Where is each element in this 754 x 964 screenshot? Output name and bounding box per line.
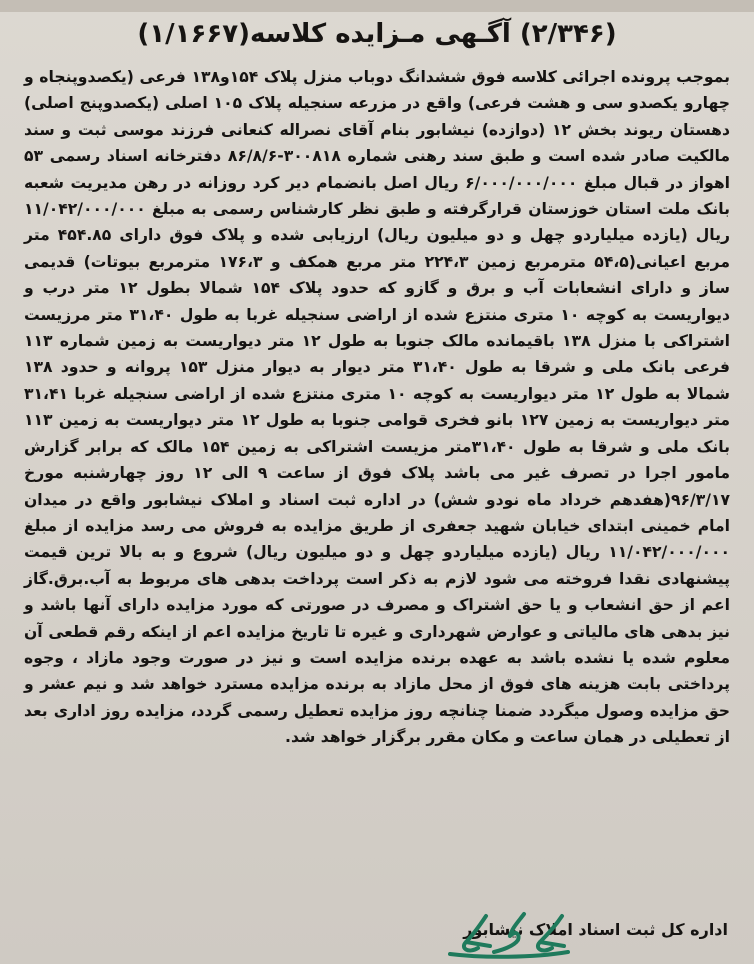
notice-title: (۲/۳۴۶) آگـهی مـزایده کلاسه(۱/۱۶۶۷)	[137, 19, 617, 49]
paper-top-edge	[0, 0, 754, 12]
issuer-signature: اداره کل ثبت اسناد املاک نیشابور	[463, 920, 728, 939]
notice-body: بموجب پرونده اجرائی کلاسه فوق ششدانگ دوباب منزل پلاک ۱۵۴و۱۳۸ فرعی (یکصدوپنجاه و چهارو یکصدو سی و هشت فرعی) واقع در مزرعه سنجیله پلاک ۱۰۵ اصلی (یکصدوپنج اصلی) دهستان ریوند بخش ۱۲ (دوازده) نیشابور بنام آقای نصراله کنعانی فرزند موسی ثبت و سند مالکیت صادر شده است و طبق سند رهنی شماره ۳۰۰۸۱۸-۸۶/۸/۶ دفترخانه اسناد رسمی ۵۳ اهواز در قبال مبلغ ۶/۰۰۰/۰۰۰/۰۰۰ ریال اصل بانضمام دیر کرد روزانه در رهن مدیریت شعبه بانک ملت استان خوزستان قرارگرفته و طبق نظر کارشناس رسمی به مبلغ ۱۱/۰۴۲/۰۰۰/۰۰۰ ریال (یازده میلیاردو چهل و دو میلیون ریال) ارزیابی شده و پلاک فوق دارای ۴۵۴.۸۵ متر مربع اعیانی(۵۴،۵ مترمربع زمین ۲۲۴،۳ متر مربع همکف و ۱۷۶،۳ مترمربع بیوتات) قدیمی ساز و دارای انشعابات آب و برق و گازو که حدود پلاک ۱۵۴ شمالا بطول ۱۲ متر درب و دیواریست به کوچه ۱۰ متری منتزع شده از اراضی سنجیله غربا به طول ۳۱،۴۰ متر مرزیست اشتراکی با منزل ۱۳۸ باقیمانده مالک جنوبا به طول ۱۲ متر دیواریست به زمین شماره ۱۱۳ فرعی بانک ملی و شرقا به طول ۳۱،۴۰ متر دیوار به دیوار منزل ۱۵۳ پروانه و حدود ۱۳۸ شمالا به طول ۱۲ متر دیواریست به کوچه ۱۰ متری منتزع شده از اراضی سنجیله غربا ۳۱،۴۱ متر دیواریست به زمین ۱۲۷ بانو فخری قوامی جنوبا به طول ۱۲ متر دیواریست به زمین ۱۱۳ بانک ملی و شرقا به طول ۳۱،۴۰متر مزیست اشتراکی به زمین ۱۵۴ مالک که برابر گزارش مامور اجرا در تصرف غیر می باشد پلاک فوق از ساعت ۹ الی ۱۲ روز چهارشنبه مورخ ۹۶/۳/۱۷(هفدهم خرداد ماه نودو شش) در اداره ثبت اسناد و املاک نیشابور واقع در میدان امام خمینی ابتدای خیابان شهید جعفری از طریق مزایده به فروش می رسد مزایده از مبلغ ۱۱/۰۴۲/۰۰۰/۰۰۰ ریال (یازده میلیاردو چهل و دو میلیون ریال) شروع و به بالا ترین قیمت پیشنهادی نقدا فروخته می شود لازم به ذکر است پرداخت بدهی های مربوط به آب.برق.گاز اعم از حق انشعاب و یا حق اشتراک و مصرف در صورتی که مورد مزایده دارای آنها باشد و نیز بدهی های مالیاتی و عوارض شهرداری و غیره تا تاریخ مزایده اعم از اینکه رقم قطعی آن معلوم شده یا نشده باشد به عهده برنده مزایده است و نیز در صورت وجود مازاد ، وجوه پرداختی بابت هزینه های فوق از محل مازاد به برنده مزایده مسترد خواهد شد و نیم عشر و حق مزایده وصول میگردد ضمنا چنانچه روز مزایده تعطیل رسمی گردد، مزایده روز اداری بعد از تعطیلی در همان ساعت و مکان مقرر برگزار خواهد شد.	[24, 68, 731, 747]
handwritten-number-mark	[442, 906, 574, 962]
